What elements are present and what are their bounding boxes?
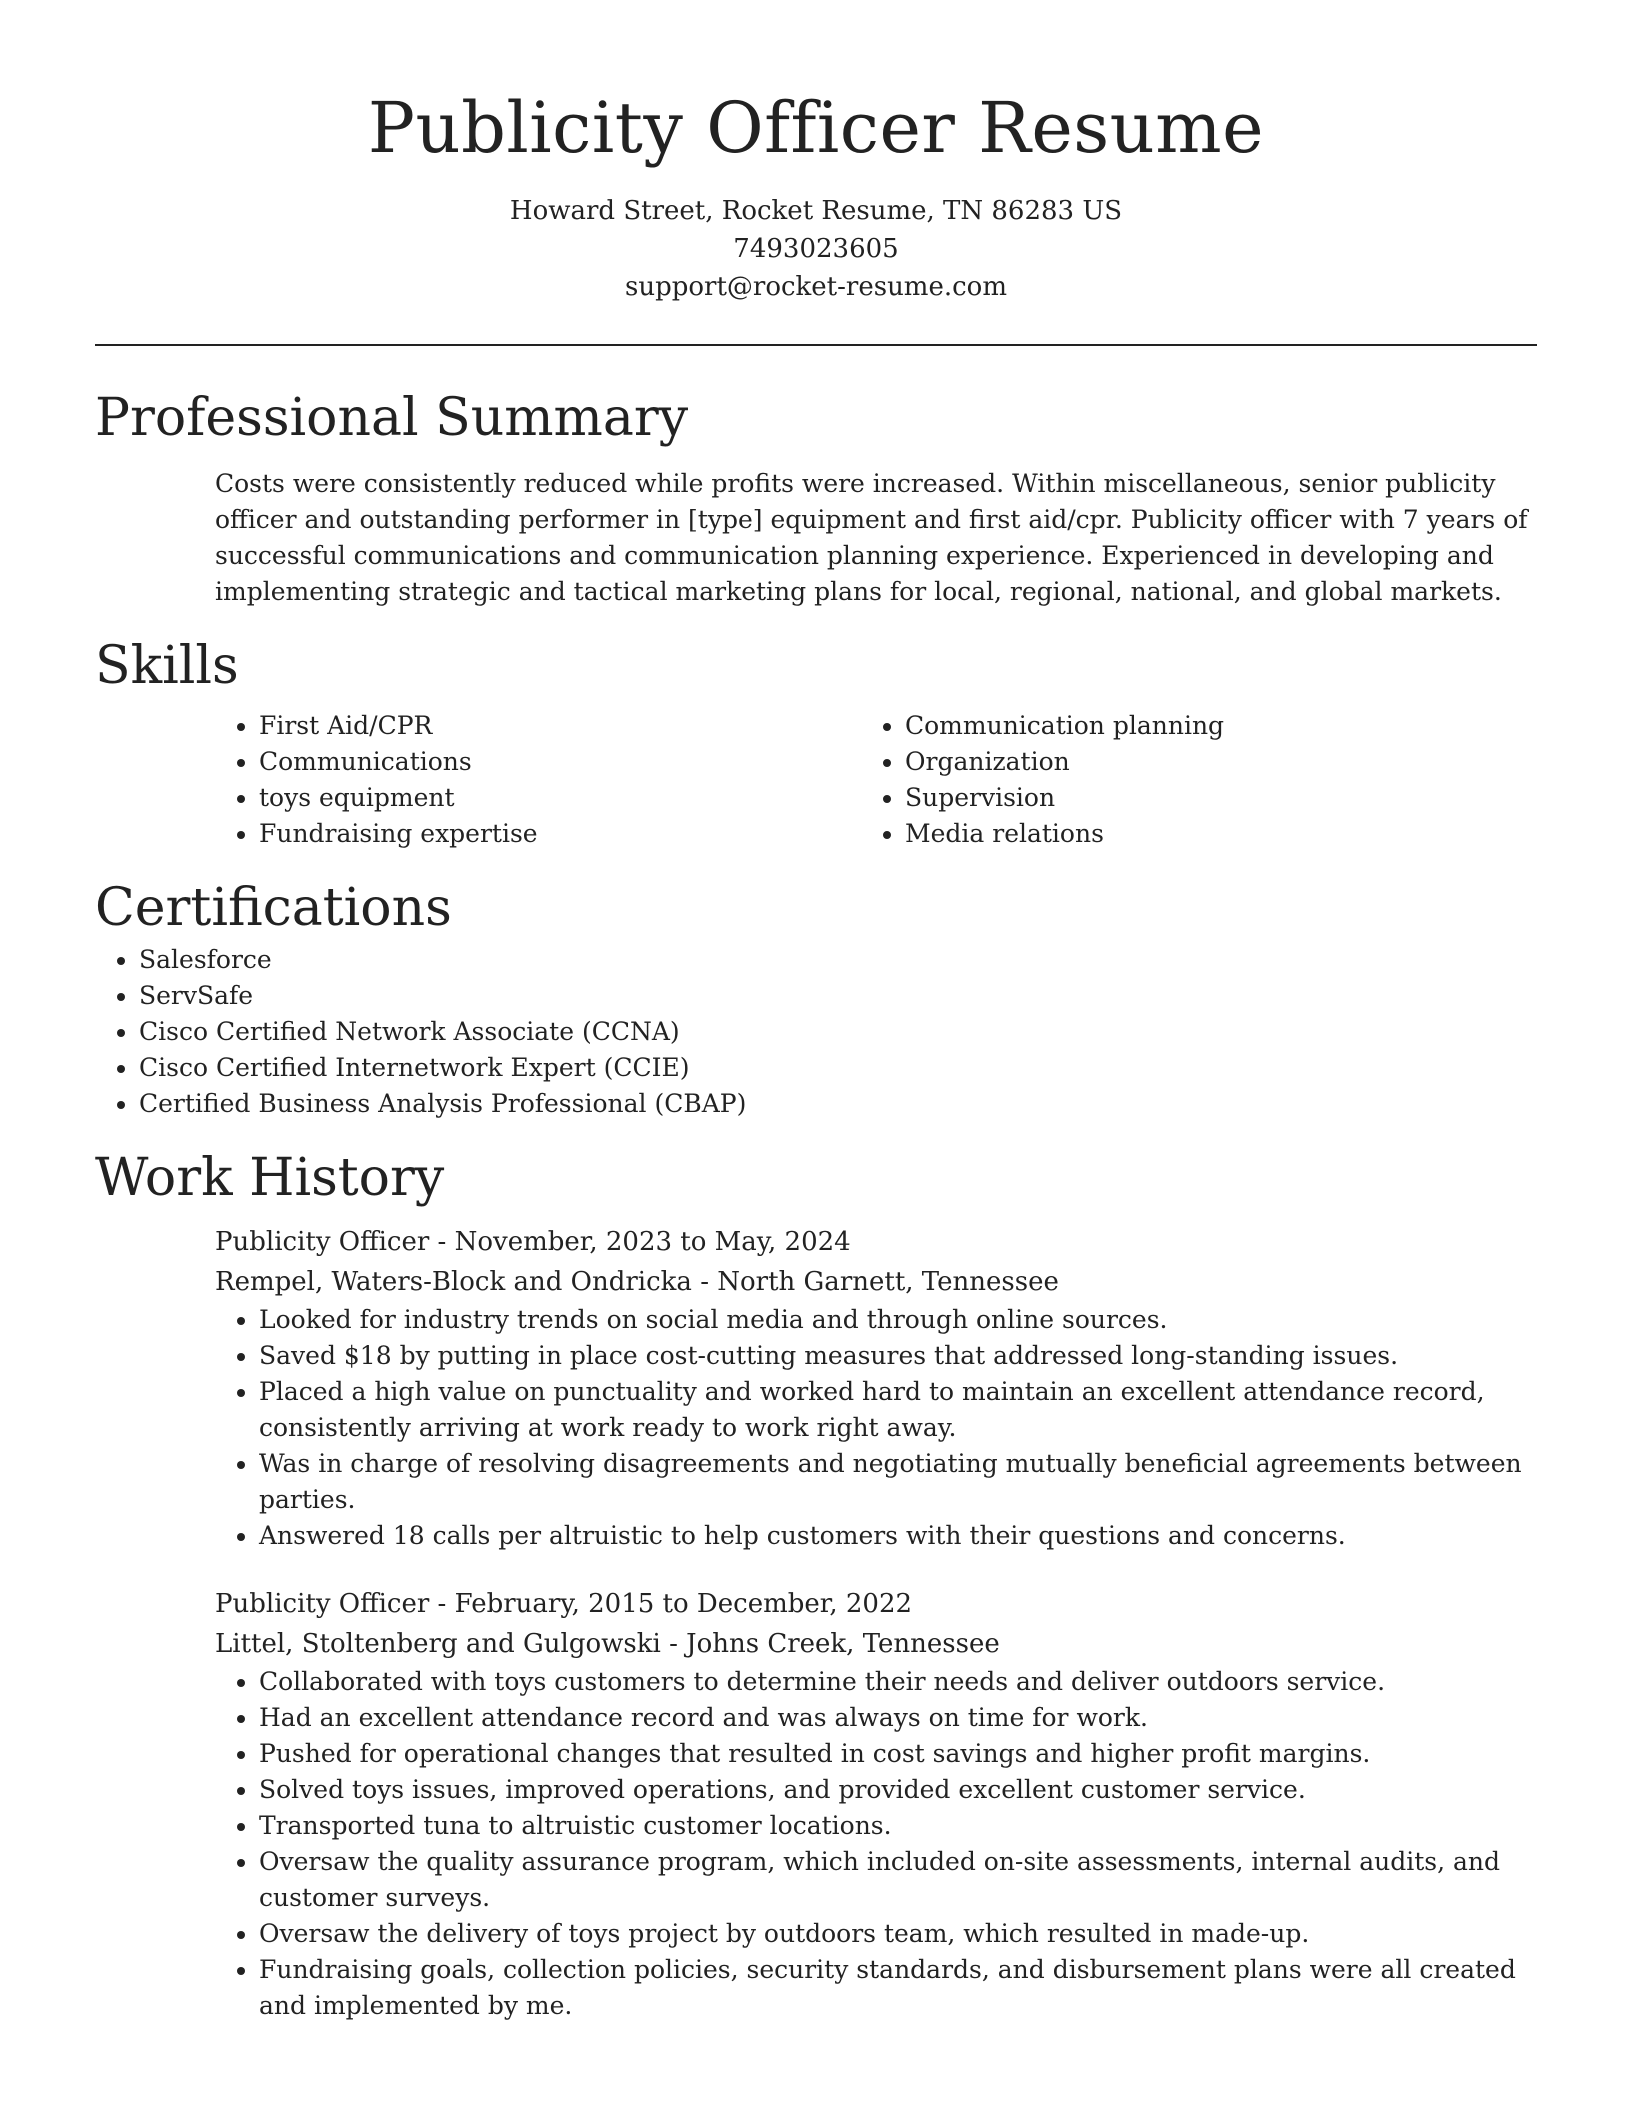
job-title-line [215, 1222, 1537, 1262]
certifications-section [95, 874, 1537, 1122]
job-duty: • Solved toys issues, improved operations, and provided excellent customer service. [259, 1772, 1537, 1808]
skill-item: • Communications [259, 744, 861, 780]
summary-section [95, 384, 1537, 610]
job-duties-list [215, 1302, 1537, 1554]
certification-item: • Certified Business Analysis Professional (CBAP) [139, 1086, 1537, 1122]
skill-item: • Communication planning [905, 708, 1507, 744]
skill-item: • Media relations [905, 816, 1507, 852]
skills-column-left [215, 708, 861, 852]
job-duty: • Collaborated with toys customers to determine their needs and deliver outdoors service. [259, 1664, 1537, 1700]
summary-heading: Professional Summary [95, 388, 689, 448]
skill-item: • Organization [905, 744, 1507, 780]
job-title: Publicity Officer [215, 1227, 430, 1257]
skills-heading: Skills [95, 636, 239, 696]
job-title: Publicity Officer [215, 1589, 430, 1619]
job-duty: • Fundraising goals, collection policies, security standards, and disbursement plans were all created and implemented by me. [259, 1952, 1537, 2024]
work-history-heading: Work History [95, 1148, 445, 1208]
skill-item: • Fundraising expertise [259, 816, 861, 852]
job-duty: • Pushed for operational changes that resulted in cost savings and higher profit margins. [259, 1736, 1537, 1772]
certifications-list [95, 942, 1537, 1122]
skill-item: • First Aid/CPR [259, 708, 861, 744]
job-location: - Johns Creek, Tennessee [660, 1629, 1000, 1659]
certification-item: • Cisco Certified Network Associate (CCNA) [139, 1014, 1537, 1050]
job-company: Rempel, Waters-Block and Ondricka [215, 1267, 692, 1297]
certification-item: • ServSafe [139, 978, 1537, 1014]
job-duty: • Looked for industry trends on social media and through online sources. [259, 1302, 1537, 1338]
job-duty: • Oversaw the quality assurance program, which included on-site assessments, internal audits, and customer surveys. [259, 1844, 1537, 1916]
job-duty: • Saved $18 by putting in place cost-cutting measures that addressed long-standing issues. [259, 1338, 1537, 1374]
job-company-line [215, 1262, 1537, 1302]
job-duty: • Oversaw the delivery of toys project by outdoors team, which resulted in made-up. [259, 1916, 1537, 1952]
contact-email: support@rocket-resume.com [624, 272, 1007, 302]
work-history-section [95, 1144, 1537, 2024]
job-duty: • Placed a high value on punctuality and worked hard to maintain an excellent attendance record, consistently arriving at work ready to work right away. [259, 1374, 1537, 1446]
job-duty: • Transported tuna to altruistic customer locations. [259, 1808, 1537, 1844]
certification-item: • Salesforce [139, 942, 1537, 978]
job-company: Littel, Stoltenberg and Gulgowski [215, 1629, 661, 1659]
contact-address: Howard Street, Rocket Resume, TN 86283 US [509, 196, 1123, 226]
job-duty: • Was in charge of resolving disagreements and negotiating mutually beneficial agreements between parties. [259, 1446, 1537, 1518]
resume-title: Publicity Officer Resume [367, 87, 1265, 169]
job-duties-list [215, 1664, 1537, 2024]
certifications-heading: Certifications [95, 878, 452, 938]
skill-item: • toys equipment [259, 780, 861, 816]
skills-list-left [215, 708, 861, 852]
skills-section [95, 632, 1537, 852]
job-entry [215, 1222, 1537, 1554]
job-duty: • Answered 18 calls per altruistic to help customers with their questions and concerns. [259, 1518, 1537, 1554]
skills-column-right [861, 708, 1507, 852]
skill-item: • Supervision [905, 780, 1507, 816]
job-location: - North Garnett, Tennessee [691, 1267, 1059, 1297]
job-dates: - February, 2015 to December, 2022 [429, 1589, 913, 1619]
job-title-line [215, 1584, 1537, 1624]
contact-phone: 7493023605 [733, 234, 899, 264]
job-entry [215, 1584, 1537, 2024]
skills-list-right [861, 708, 1507, 852]
job-company-line [215, 1624, 1537, 1664]
header-divider [95, 344, 1537, 346]
job-duty: • Had an excellent attendance record and was always on time for work. [259, 1700, 1537, 1736]
job-dates: - November, 2023 to May, 2024 [429, 1227, 851, 1257]
skills-grid [215, 708, 1537, 852]
certification-item: • Cisco Certified Internetwork Expert (CCIE) [139, 1050, 1537, 1086]
summary-text: Costs were consistently reduced while profits were increased. Within miscellaneous, senior publicity officer and outstanding performer in [type] equipment and first aid/cpr. Publicity officer with 7 years of successful communications and communication planning experience. Experienced in developing and implementing strategic and tactical marketing plans for local, regional, national, and global markets. [215, 469, 1528, 606]
resume-header [0, 0, 1632, 306]
